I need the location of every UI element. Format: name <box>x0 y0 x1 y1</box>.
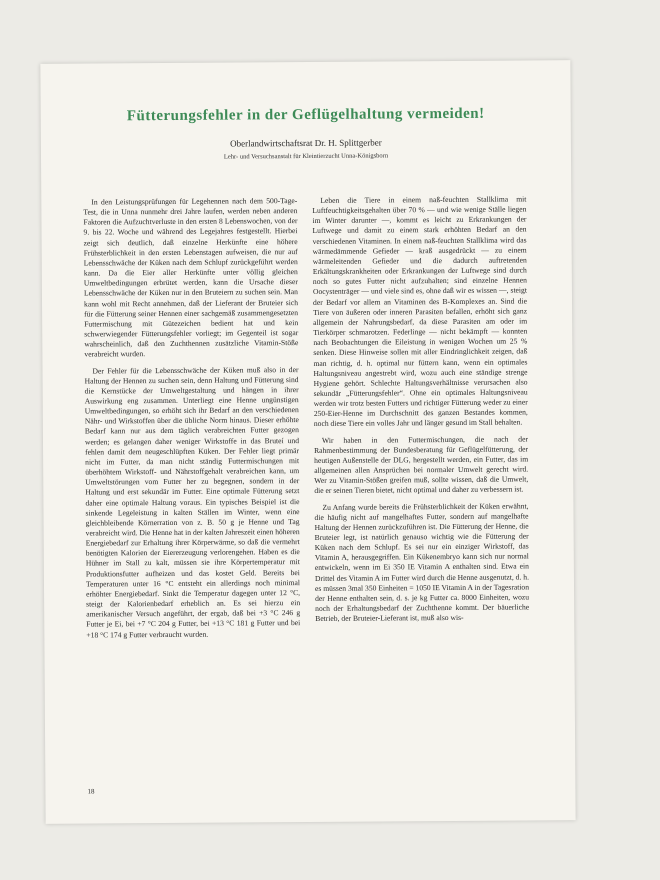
paragraph: Wir haben in den Futtermischungen, die nach der Rahmenbestimmung der Bundesberatung für Geflügelfütterung, der heutigen Außenstelle der DLG, hergestellt werden, ein Futter, das im allgemeinen allen Ansprüchen bei normaler Umwelt gerecht wird. Wer zu Vitamin-Stößen greifen muß, sollte wissen, daß die Umwelt, die er seinen Tieren bietet, nicht optimal und daher zu verbessern ist. <box>314 434 529 496</box>
institute-line: Lehr- und Versuchsanstalt für Kleintierzucht Unna-Königsborn <box>223 152 389 161</box>
document-page <box>40 60 575 824</box>
paragraph: Zu Anfang wurde bereits die Frühsterblichkeit der Küken erwähnt, die häufig nicht auf mangelhaftes Futter, sondern auf mangelhafte Haltung der Hennen zurückzuführen ist. Die Fütterung der Henne, die Bruteier legt, ist natürlich genauso wichtig wie die Fütterung der Küken nach dem Schlupf. Es sei nur ein einziger Wirkstoff, das Vitamin A, herausgegriffen. Ein Kükenembryo kann sich nur normal entwickeln, wenn im Ei 350 IE Vitamin A enthalten sind. Etwa ein Drittel des Vitamin A im Futter wird durch die Henne ausgenutzt, d. h. es müssen 3mal 350 Einheiten = 1050 IE Vitamin A in der Tagesration der Henne enthalten sein, d. s. je kg Futter ca. 8000 Einheiten, wozu noch der Erhaltungsbedarf der Zuchthenne kommt. Der bäuerliche Betrieb, der Bruteier-Lieferant ist, muß also wis- <box>314 500 530 624</box>
paragraph: Der Fehler für die Lebensschwäche der Küken muß also in der Haltung der Hennen zu suchen sein, denn Haltung und Fütterung sind die Kernstücke der Umweltgestaltung und hängen in ihrer Auswirkung eng zusammen. Unterliegt eine Henne ungünstigen Umweltbedingungen, so erhöht sich ihr Bedarf an den verschiedenen Nähr- und Wirkstoffen über die übliche Norm hinaus. Dieser erhöhte Bedarf kann nur aus dem täglich verabreichten Futter gezogen werden; es gelangen daher weniger Wirkstoffe in das Bruteí und fehlen damit dem neugeschlüpften Küken. Der Fehler liegt primär nicht im Futter, da man nicht ständig Futtermischungen mit überhöhtem Wirkstoff- und Nährstoffgehalt verabreichen kann, um Umweltstörungen vom Futter her zu begegnen, sondern in der Haltung und erst sekundär im Futter. Eine optimale Fütterung setzt daher eine optimale Haltung voraus. Ein typisches Beispiel ist die sinkende Legeleistung in kalten Ställen im Winter, wenn eine gleichbleibende Körnerration von z. B. 50 g je Henne und Tag verabreicht wird. Die Henne hat in der kalten Jahreszeit einen höheren Energiebedarf zur Erhaltung ihrer Körperwärme, so daß die vermehrt benötigten Kalorien der Eiererzeugung verlorengehen. Haben es die Hühner im Stall zu kalt, müssen sie ihre Körpertemperatur mit Produktionsfutter aufheizen und das kostet Geld. Bereits bei Temperaturen unter 16 °C entsteht ein allerdings noch minimal erhöhter Energiebedarf. Sinkt die Temperatur dagegen unter 12 °C, steigt der Kalorienbedarf erheblich an. Es sei hierzu ein amerikanischer Versuch angeführt, der ergab, daß bei +3 °C 246 g Futter je Ei, bei +7 °C 204 g Futter, bei +13 °C 181 g Futter und bei +18 °C 174 g Futter verbraucht wurden. <box>84 364 301 640</box>
author-line: Oberlandwirtschaftsrat Dr. H. Splittgerber <box>230 137 382 149</box>
right-column <box>312 194 529 630</box>
article-title: Fütterungsfehler in der Geflügelhaltung vermeiden! <box>126 105 485 125</box>
page-number: 18 <box>87 787 95 796</box>
paragraph: In den Leistungsprüfungen für Legehennen nach dem 500-Tage-Test, die in Unna nunmehr drei Jahre laufen, werden neben anderen Faktoren die Aufzuchtverluste in den ersten 8 Lebenswochen, von der 9. bis 22. Woche und während des Legejahres festgestellt. Hierbei zeigt sich deutlich, daß einzelne Herkünfte eine höhere Frühsterblichkeit in den ersten Lebenstagen aufweisen, die nur auf Lebensschwäche der Küken nach dem Schlupf zurückgeführt werden kann. Da die Eier aller Herkünfte unter völlig gleichen Umweltbedingungen erbrütet werden, kann die Ursache dieser Lebensschwäche der Küken nur in den Bruteiern zu suchen sein. Man kann wohl mit Recht annehmen, daß der Lieferant der Bruteier sich für die Fütterung seiner Hennen einer sachgemäß zusammengesetzten Futtermischung mit Gütezeichen bedient hat und kein schwerwiegender Fütterungsfehler vorliegt; im Gegenteil ist sogar wahrscheinlich, daß den Zuchthennen zusätzliche Vitamin-Stöße verabreicht wurden. <box>83 196 299 359</box>
paragraph: Leben die Tiere in einem naß-feuchten Stallklima mit Luftfeuchtigkeitsgehalten über 70 % — und wie wenige Ställe liegen im Winter darunter —, kommt es leicht zu Erkrankungen der Luftwege und damit zu einem stark erhöhten Bedarf an den verschiedenen Vitaminen. In einem naß-feuchten Stallklima wird das wärmedämmende Gefieder — kraß ausgedrückt — zu einem wärmeleitenden Gefieder und die dadurch auftretenden Erkältungskrankheiten oder Erkrankungen der Luftwege sind durch noch so gutes Futter nicht aufzuhalten; sind einzelne Hennen Oocystenträger — und viele sind es, ohne daß wir es wissen —, steigt der Bedarf vor allem an Vitaminen des B-Komplexes an. Sind die Tiere von äußeren oder inneren Parasiten befallen, erhöht sich ganz allgemein der Nahrungsbedarf, da diese Parasiten am oder im Tierkörper schmarotzen. Federlinge — nicht bekämpft — konnten nach Beobachtungen die Eileistung in wenigen Wochen um 25 % senken. Diese Hinweise sollen mit aller Eindringlichkeit zeigen, daß man richtig, d. h. optimal nur füttern kann, wenn ein optimales Haltungsniveau angestrebt wird, wozu auch eine ständige strenge Hygiene gehört. Schlechte Haltungsverhältnisse verursachen also sekundär „Fütterungsfehler“. Ohne ein optimales Haltungsniveau werden wir trotz besten Futters und richtiger Fütterung weder zu einer 250-Eier-Henne im Durchschnitt des ganzen Bestandes kommen, noch diese Tiere ein volles Jahr und länger gesund im Stall behalten. <box>312 194 528 429</box>
left-column <box>83 196 300 646</box>
